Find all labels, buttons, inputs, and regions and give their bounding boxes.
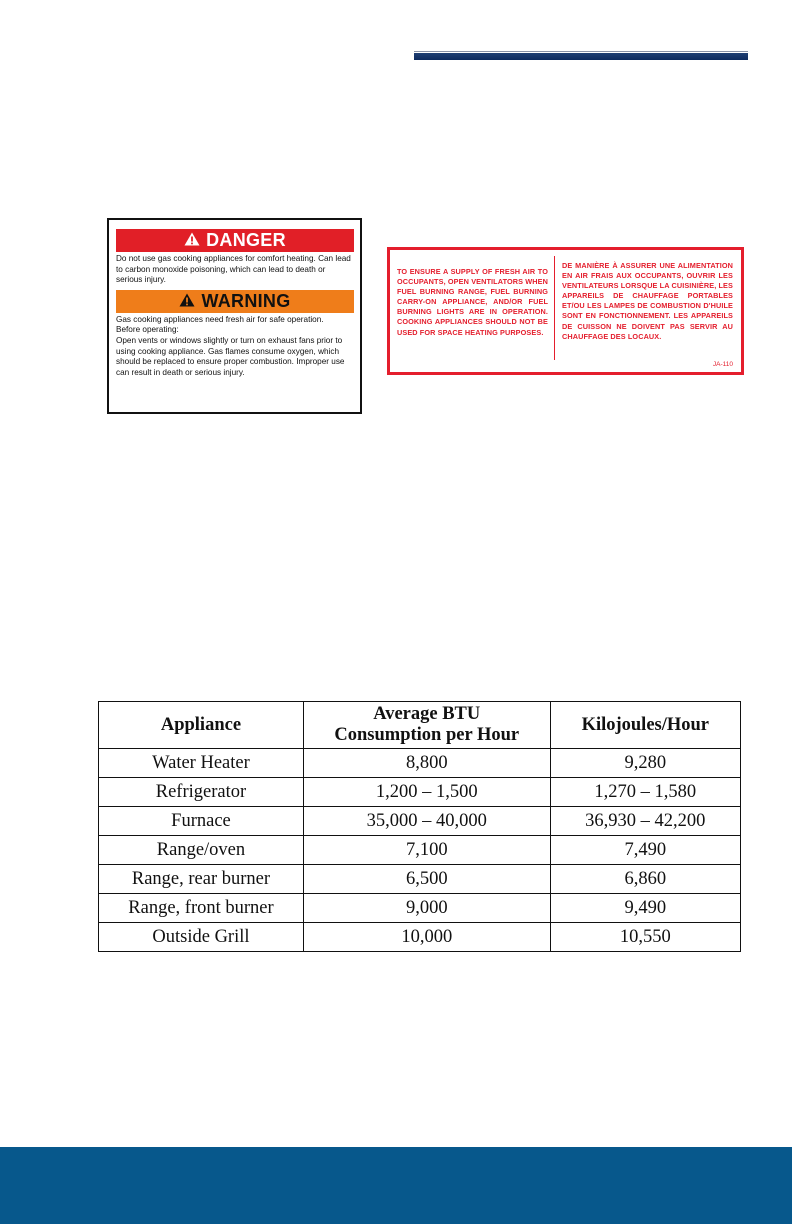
header-btu [303, 702, 550, 749]
cell-appliance: Range, front burner [99, 894, 304, 923]
header-rule [414, 51, 748, 60]
cell-appliance: Range, rear burner [99, 865, 304, 894]
warning-text-2: Before operating: [116, 325, 179, 335]
warning-text-3: Open vents or windows slightly or turn on exhaust fans prior to using cooking appliance. Gas flames consume oxygen, which should be replaced to ensure proper combustion. Improper use can result in death or serious injury. [116, 335, 345, 377]
btu-consumption-table [98, 701, 741, 952]
danger-text: Do not use gas cooking appliances for comfort heating. Can lead to carbon monoxide poisoning, which can lead to death or serious injury. [116, 254, 351, 285]
cell-appliance: Outside Grill [99, 923, 304, 952]
danger-warning-label [107, 218, 362, 414]
cell-kj: 7,490 [550, 836, 740, 865]
table-row [99, 807, 741, 836]
warning-header [116, 290, 354, 313]
cell-btu: 10,000 [303, 923, 550, 952]
table-row [99, 894, 741, 923]
label-code: JA-110 [712, 361, 733, 368]
table-row [99, 836, 741, 865]
ventilation-text-french: DE MANIÈRE À ASSURER UNE ALIMENTATION EN AIR FRAIS AUX OCCUPANTS, OUVRIR LES VENTILATEURS LORSQUE LA CUISINIÈRE, LES APPAREILS DE CHAUFFAGE PORTABLES ET/OU LES LAMPES DE COMBUSTION D'HUILE SONT EN FONCTIONNEMENT. LES APPAREILS DE CUISSON NE DOIVENT PAS SERVIR AU CHAUFFAGE DES LOCAUX. [562, 261, 733, 341]
cell-btu: 1,200 – 1,500 [303, 778, 550, 807]
cell-appliance: Range/oven [99, 836, 304, 865]
cell-kj: 10,550 [550, 923, 740, 952]
header-kj: Kilojoules/Hour [550, 702, 740, 749]
header-appliance: Appliance [99, 702, 304, 749]
footer-band [0, 1147, 792, 1224]
table-row [99, 778, 741, 807]
danger-header [116, 229, 354, 252]
warning-text-1: Gas cooking appliances need fresh air for safe operation. [116, 314, 324, 324]
warning-heading: WARNING [201, 290, 291, 311]
ventilation-label [387, 247, 744, 375]
cell-kj: 6,860 [550, 865, 740, 894]
cell-btu: 6,500 [303, 865, 550, 894]
warning-triangle-icon [179, 291, 195, 312]
cell-btu: 35,000 – 40,000 [303, 807, 550, 836]
cell-btu: 7,100 [303, 836, 550, 865]
table-row [99, 865, 741, 894]
ventilation-text-english: TO ENSURE A SUPPLY OF FRESH AIR TO OCCUPANTS, OPEN VENTILATORS WHEN FUEL BURNING RANGE, FUEL BURNING CARRY-ON APPLIANCE, AND/OR FUEL BURNING LIGHTS ARE IN OPERATION. COOKING APPLIANCES SHOULD NOT BE USED FOR SPACE HEATING PURPOSES. [397, 267, 548, 337]
cell-btu: 8,800 [303, 749, 550, 778]
warning-triangle-icon [184, 230, 200, 251]
cell-kj: 9,490 [550, 894, 740, 923]
cell-appliance: Furnace [99, 807, 304, 836]
table-row [99, 749, 741, 778]
cell-kj: 36,930 – 42,200 [550, 807, 740, 836]
cell-appliance: Water Heater [99, 749, 304, 778]
cell-appliance: Refrigerator [99, 778, 304, 807]
header-btu-text: Average BTU Consumption per Hour [334, 704, 520, 745]
cell-btu: 9,000 [303, 894, 550, 923]
table-row [99, 923, 741, 952]
danger-heading: DANGER [206, 230, 286, 250]
cell-kj: 1,270 – 1,580 [550, 778, 740, 807]
table-header-row [99, 702, 741, 749]
cell-kj: 9,280 [550, 749, 740, 778]
